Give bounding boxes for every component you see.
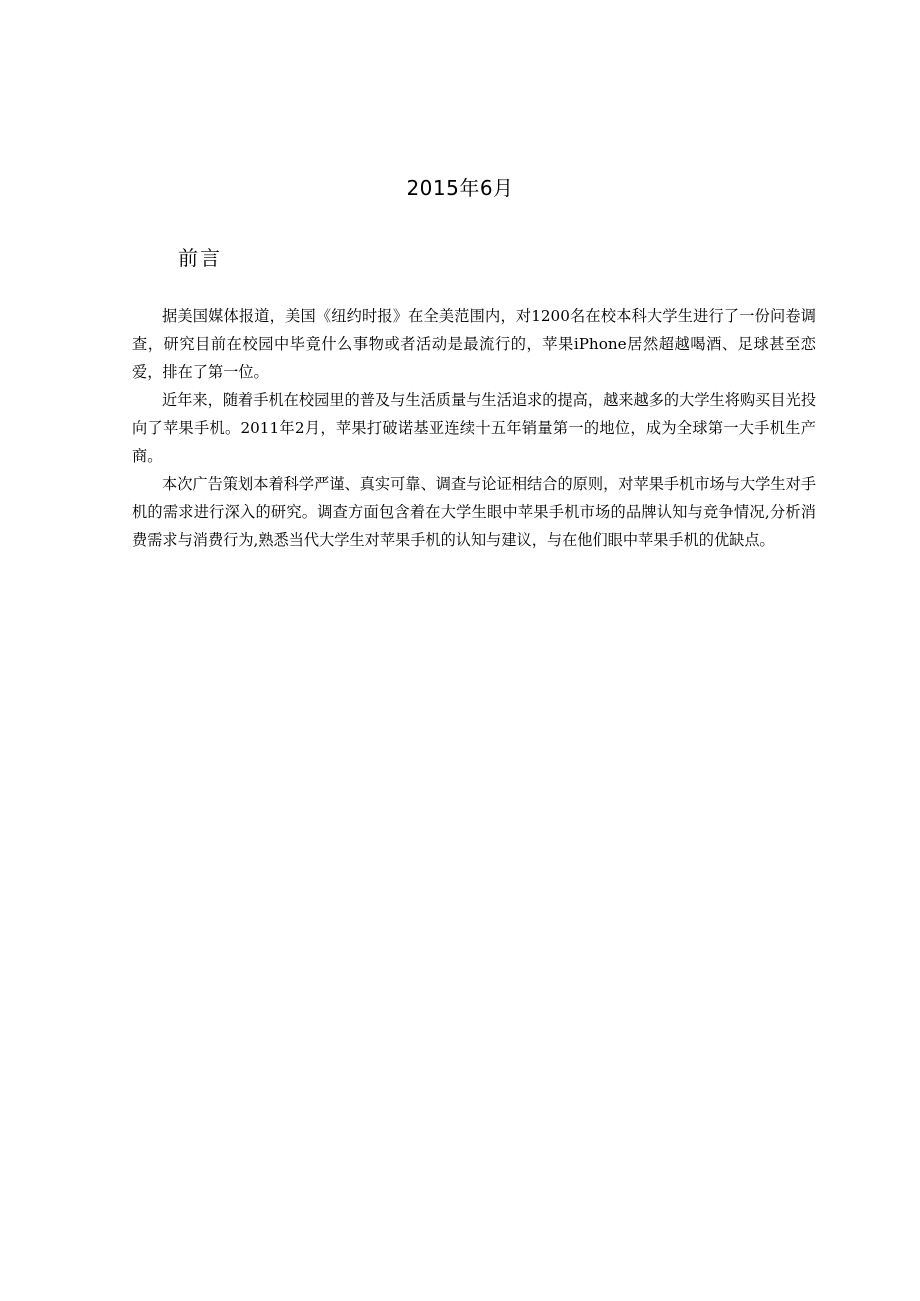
paragraph-3: 本次广告策划本着科学严谨、真实可靠、调查与论证相结合的原则，对苹果手机市场与大学生对手机的需求进行深入的研究。调查方面包含着在大学生眼中苹果手机市场的品牌认知与竞争情况,分析消费需求与消费行为,熟悉当代大学生对苹果手机的认知与建议，与在他们眼中苹果手机的优缺点。 [132, 475, 816, 549]
body-text [132, 302, 816, 554]
paragraph-2: 近年来，随着手机在校园里的普及与生活质量与生活追求的提高，越来越多的大学生将购买目光投向了苹果手机。2011年2月，苹果打破诺基亚连续十五年销量第一的地位，成为全球第一大手机生产商。 [132, 391, 816, 465]
paragraph-1: 据美国媒体报道，美国《纽约时报》在全美范围内，对1200名在校本科大学生进行了一份问卷调查，研究目前在校园中毕竟什么事物或者活动是最流行的，苹果iPhone居然超越喝酒、足球甚至恋爱，排在了第一位。 [132, 307, 816, 381]
document-date: 2015年6月 [406, 176, 514, 200]
section-heading: 前言 [178, 246, 222, 270]
